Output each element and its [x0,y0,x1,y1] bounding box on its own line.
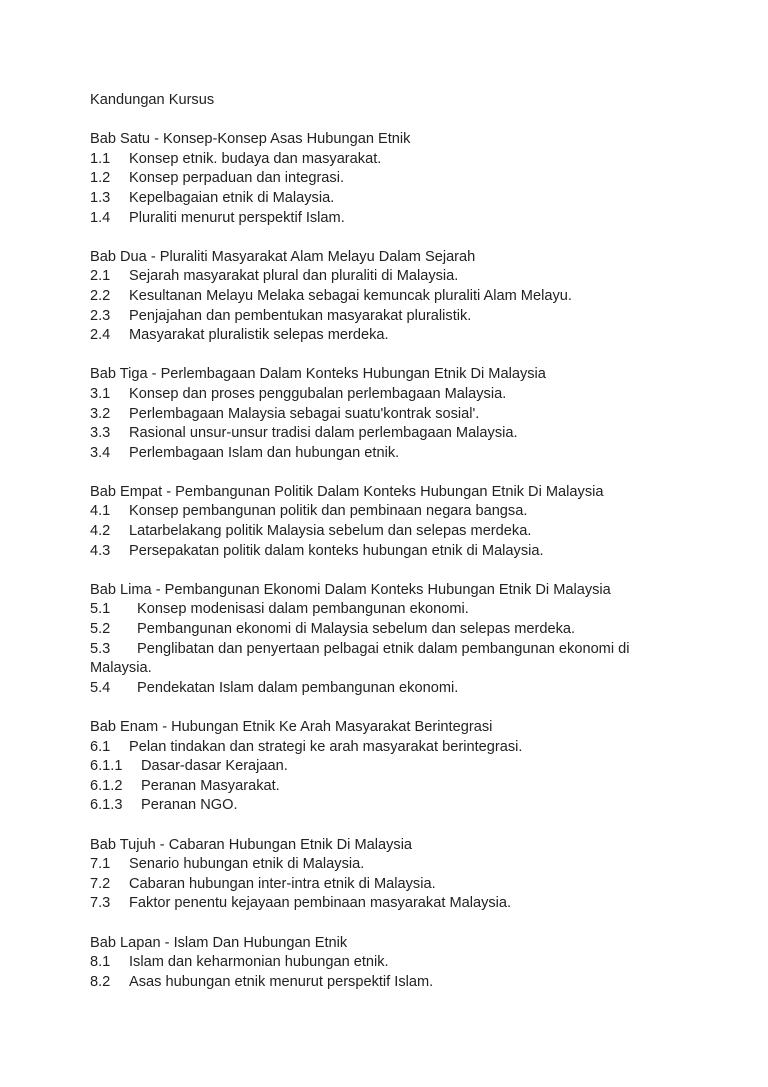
list-item [90,757,750,777]
spacer [90,914,750,934]
chapter-heading: Bab Dua - Pluraliti Masyarakat Alam Melayu Dalam Sejarah [90,248,476,265]
item-text: Penjajahan dan pembentukan masyarakat pluralistik. [129,307,472,324]
list-item [90,405,750,425]
item-text: Persepakatan politik dalam konteks hubungan etnik di Malaysia. [129,542,544,559]
item-text: Perlembagaan Islam dan hubungan etnik. [129,444,400,461]
item-number: 5.1 [90,601,111,618]
chapter-heading: Bab Satu - Konsep-Konsep Asas Hubungan Etnik [90,131,411,148]
spacer [90,698,750,718]
list-item [90,444,750,464]
list-item [90,287,750,307]
item-text: Islam dan keharmonian hubungan etnik. [129,954,389,971]
document-page [90,91,750,992]
item-text: Peranan NGO. [141,797,238,814]
list-item [90,385,750,405]
list-item [90,326,750,346]
list-item [90,738,750,758]
item-text: Faktor penentu kejayaan pembinaan masyarakat Malaysia. [129,895,512,912]
chapter-heading: Bab Lima - Pembangunan Ekonomi Dalam Konteks Hubungan Etnik Di Malaysia [90,581,611,598]
item-number: 2.1 [90,268,111,285]
list-item [90,953,750,973]
item-number: 3.1 [90,385,111,402]
list-item [90,169,750,189]
item-number: 6.1.2 [90,777,123,794]
item-text: Kepelbagaian etnik di Malaysia. [129,189,335,206]
item-number: 7.2 [90,875,111,892]
list-item [90,620,750,640]
item-text: Kesultanan Melayu Melaka sebagai kemuncak pluraliti Alam Melayu. [129,287,572,304]
item-text: Penglibatan dan penyertaan pelbagai etnik dalam pembangunan ekonomi di [137,640,630,657]
item-text: Peranan Masyarakat. [141,777,280,794]
item-number: 4.1 [90,503,111,520]
list-item [90,640,750,660]
item-number: 1.1 [90,150,111,167]
item-number: 5.2 [90,621,111,638]
item-text: Konsep dan proses penggubalan perlembagaan Malaysia. [129,385,507,402]
item-number: 3.2 [90,405,111,422]
item-number: 8.2 [90,973,111,990]
list-item [90,209,750,229]
list-item [90,679,750,699]
spacer [90,816,750,836]
list-item-continuation: Malaysia. [90,660,152,677]
item-number: 6.1.3 [90,797,123,814]
chapter-heading: Bab Tiga - Perlembagaan Dalam Konteks Hubungan Etnik Di Malaysia [90,366,546,383]
list-item [90,973,750,993]
list-item [90,777,750,797]
item-number: 5.3 [90,640,111,657]
list-item [90,189,750,209]
item-number: 3.3 [90,425,111,442]
list-item [90,502,750,522]
item-number: 6.1 [90,738,111,755]
chapter-heading: Bab Tujuh - Cabaran Hubungan Etnik Di Malaysia [90,836,413,853]
item-number: 6.1.1 [90,758,123,775]
item-text: Pelan tindakan dan strategi ke arah masyarakat berintegrasi. [129,738,523,755]
list-item [90,267,750,287]
item-text: Konsep etnik. budaya dan masyarakat. [129,150,382,167]
item-number: 4.3 [90,542,111,559]
item-number: 7.1 [90,856,111,873]
item-text: Konsep perpaduan dan integrasi. [129,170,345,187]
item-number: 5.4 [90,679,111,696]
item-text: Konsep pembangunan politik dan pembinaan negara bangsa. [129,503,528,520]
item-text: Dasar-dasar Kerajaan. [141,758,288,775]
item-text: Pluraliti menurut perspektif Islam. [129,209,345,226]
item-text: Perlembagaan Malaysia sebagai suatu'kontrak sosial'. [129,405,480,422]
spacer [90,111,750,131]
item-number: 3.4 [90,444,111,461]
item-number: 7.3 [90,895,111,912]
list-item [90,542,750,562]
item-text: Senario hubungan etnik di Malaysia. [129,856,365,873]
list-item [90,600,750,620]
item-text: Sejarah masyarakat plural dan pluraliti di Malaysia. [129,268,459,285]
item-text: Konsep modenisasi dalam pembangunan ekonomi. [137,601,469,618]
list-item [90,424,750,444]
spacer [90,561,750,581]
document-title: Kandungan Kursus [90,92,215,108]
list-item [90,150,750,170]
item-number: 2.2 [90,287,111,304]
list-item [90,307,750,327]
spacer [90,228,750,248]
item-number: 2.3 [90,307,111,324]
item-number: 1.2 [90,170,111,187]
item-text: Cabaran hubungan inter-intra etnik di Malaysia. [129,875,436,892]
item-number: 1.4 [90,209,111,226]
item-text: Rasional unsur-unsur tradisi dalam perlembagaan Malaysia. [129,425,518,442]
item-text: Masyarakat pluralistik selepas merdeka. [129,327,389,344]
list-item [90,855,750,875]
item-text: Latarbelakang politik Malaysia sebelum dan selepas merdeka. [129,523,532,540]
list-item [90,522,750,542]
item-number: 1.3 [90,189,111,206]
item-number: 2.4 [90,327,111,344]
item-number: 4.2 [90,523,111,540]
item-text: Asas hubungan etnik menurut perspektif Islam. [129,973,434,990]
list-item [90,875,750,895]
spacer [90,346,750,366]
list-item [90,894,750,914]
list-item [90,796,750,816]
chapter-heading: Bab Empat - Pembangunan Politik Dalam Konteks Hubungan Etnik Di Malaysia [90,483,604,500]
item-number: 8.1 [90,954,111,971]
spacer [90,463,750,483]
chapter-heading: Bab Enam - Hubungan Etnik Ke Arah Masyarakat Berintegrasi [90,719,493,735]
item-text: Pendekatan Islam dalam pembangunan ekonomi. [137,679,459,696]
item-text: Pembangunan ekonomi di Malaysia sebelum dan selepas merdeka. [137,621,576,638]
chapter-heading: Bab Lapan - Islam Dan Hubungan Etnik [90,934,348,951]
